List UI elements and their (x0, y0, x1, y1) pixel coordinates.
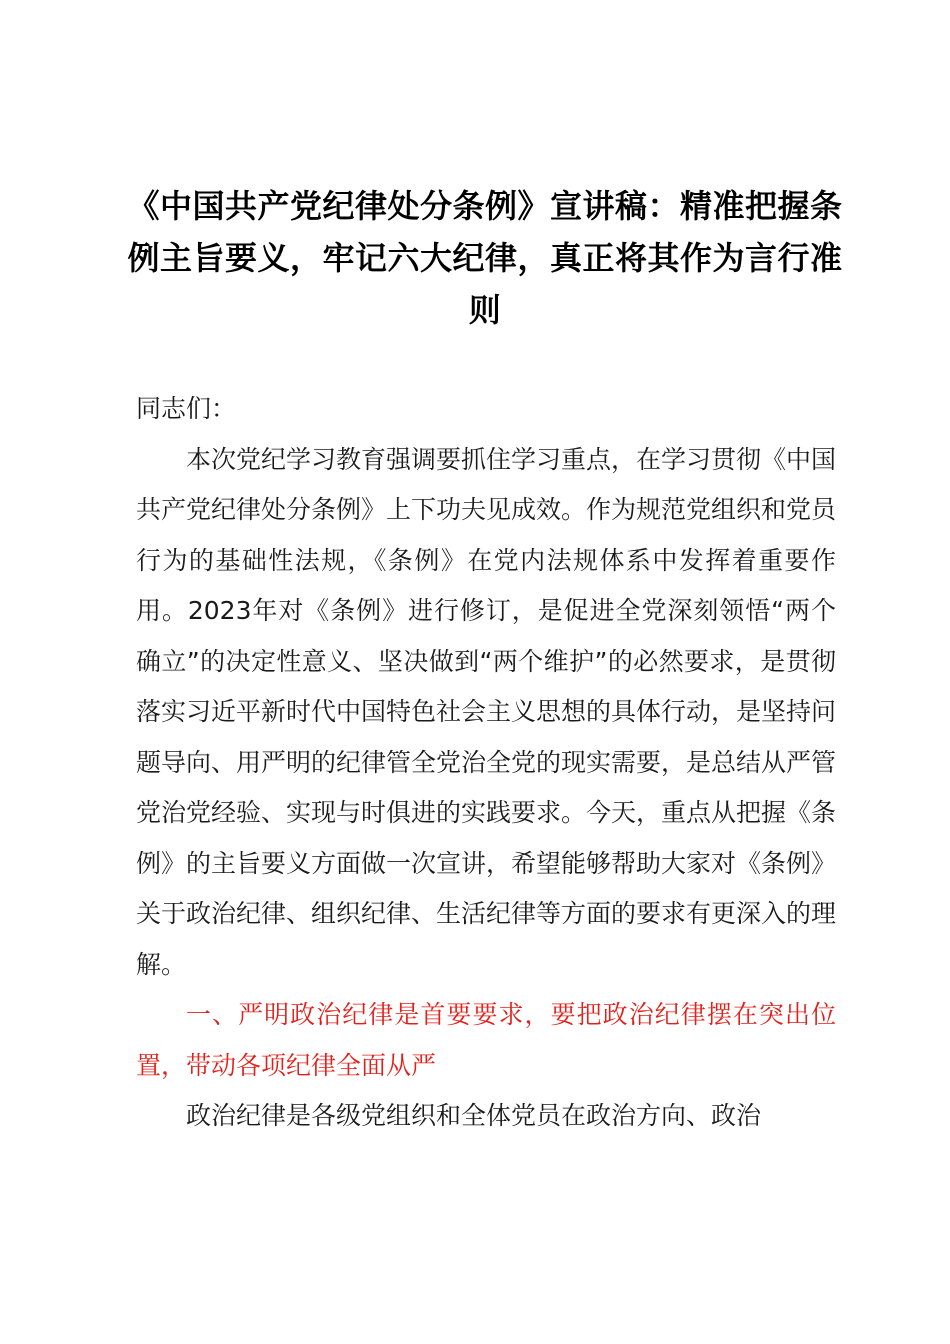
intro-paragraph: 本次党纪学习教育强调要抓住学习重点，在学习贯彻《中国共产党纪律处分条例》上下功夫见成效。作为规范党组织和党员行为的基础性法规，《条例》在党内法规体系中发挥着重要作用。2023年对《条例》进行修订，是促进全党深刻领悟“两个确立”的决定性意义、坚决做到“两个维护”的必然要求，是贯彻落实习近平新时代中国特色社会主义思想的具体行动，是坚持问题导向、用严明的纪律管全党治全党的现实需要，是总结从严管党治党经验、实现与时俱进的实践要求。今天，重点从把握《条例》的主旨要义方面做一次宣讲，希望能够帮助大家对《条例》关于政治纪律、组织纪律、生活纪律等方面的要求有更深入的理解。 (136, 444, 837, 979)
section-heading-1: 一、严明政治纪律是首要要求，要把政治纪律摆在突出位置，带动各项纪律全面从严 (136, 1000, 836, 1080)
salutation: 同志们： (136, 394, 237, 423)
document-body (136, 384, 836, 1142)
section-paragraph-1: 政治纪律是各级党组织和全体党员在政治方向、政治 (186, 1101, 762, 1130)
document-title: 《中国共产党纪律处分条例》宣讲稿：精准把握条例主旨要义，牢记六大纪律，真正将其作为言行准则 (127, 187, 843, 329)
